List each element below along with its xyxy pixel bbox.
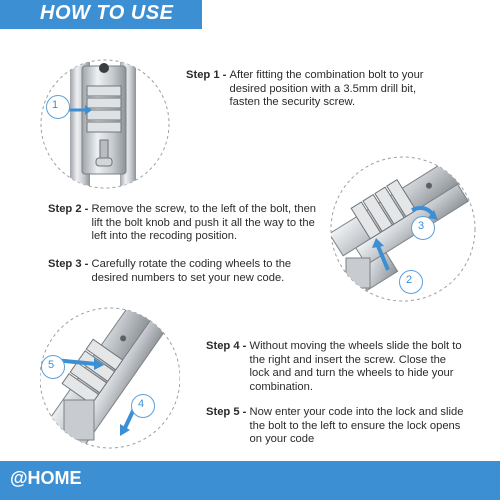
step-4-text: Without moving the wheels slide the bolt to the right and insert the screw. Close the lock and and turn the wheels to hide your combination. — [249, 340, 462, 393]
step-1-text: After fitting the combination bolt to your desired position with a 3.5mm drill bit, fasten the security screw. — [229, 69, 424, 109]
step-4 — [206, 340, 468, 394]
step4-illustration — [40, 304, 180, 454]
callout-5-number: 5 — [48, 359, 55, 371]
callout-2-number: 2 — [406, 274, 413, 286]
callout-1-number: 1 — [52, 99, 59, 111]
page-title: HOW TO USE — [40, 2, 174, 24]
step-1 — [186, 69, 448, 110]
step-2 — [48, 203, 316, 244]
step-2-text: Remove the screw, to the left of the bolt, then lift the bolt knob and push it all the way to the left into the recoding position. — [91, 203, 317, 243]
step-3-text: Carefully rotate the coding wheels to the desired numbers to set your new code. — [91, 258, 292, 284]
step-5 — [206, 406, 468, 447]
step-5-text: Now enter your code into the lock and slide the bolt to the left to ensure the lock opens on your code — [249, 406, 464, 446]
step-5-label: Step 5 - — [206, 406, 250, 418]
step-3 — [48, 258, 316, 285]
step-4-label: Step 4 - — [206, 340, 250, 352]
callout-4-number: 4 — [138, 398, 145, 410]
step-2-label: Step 2 - — [48, 203, 92, 215]
callout-3-number: 3 — [418, 220, 425, 232]
step1-illustration — [40, 58, 170, 190]
footer-brand: @HOME — [10, 468, 82, 488]
step-3-label: Step 3 - — [48, 258, 92, 270]
step-1-label: Step 1 - — [186, 69, 230, 81]
